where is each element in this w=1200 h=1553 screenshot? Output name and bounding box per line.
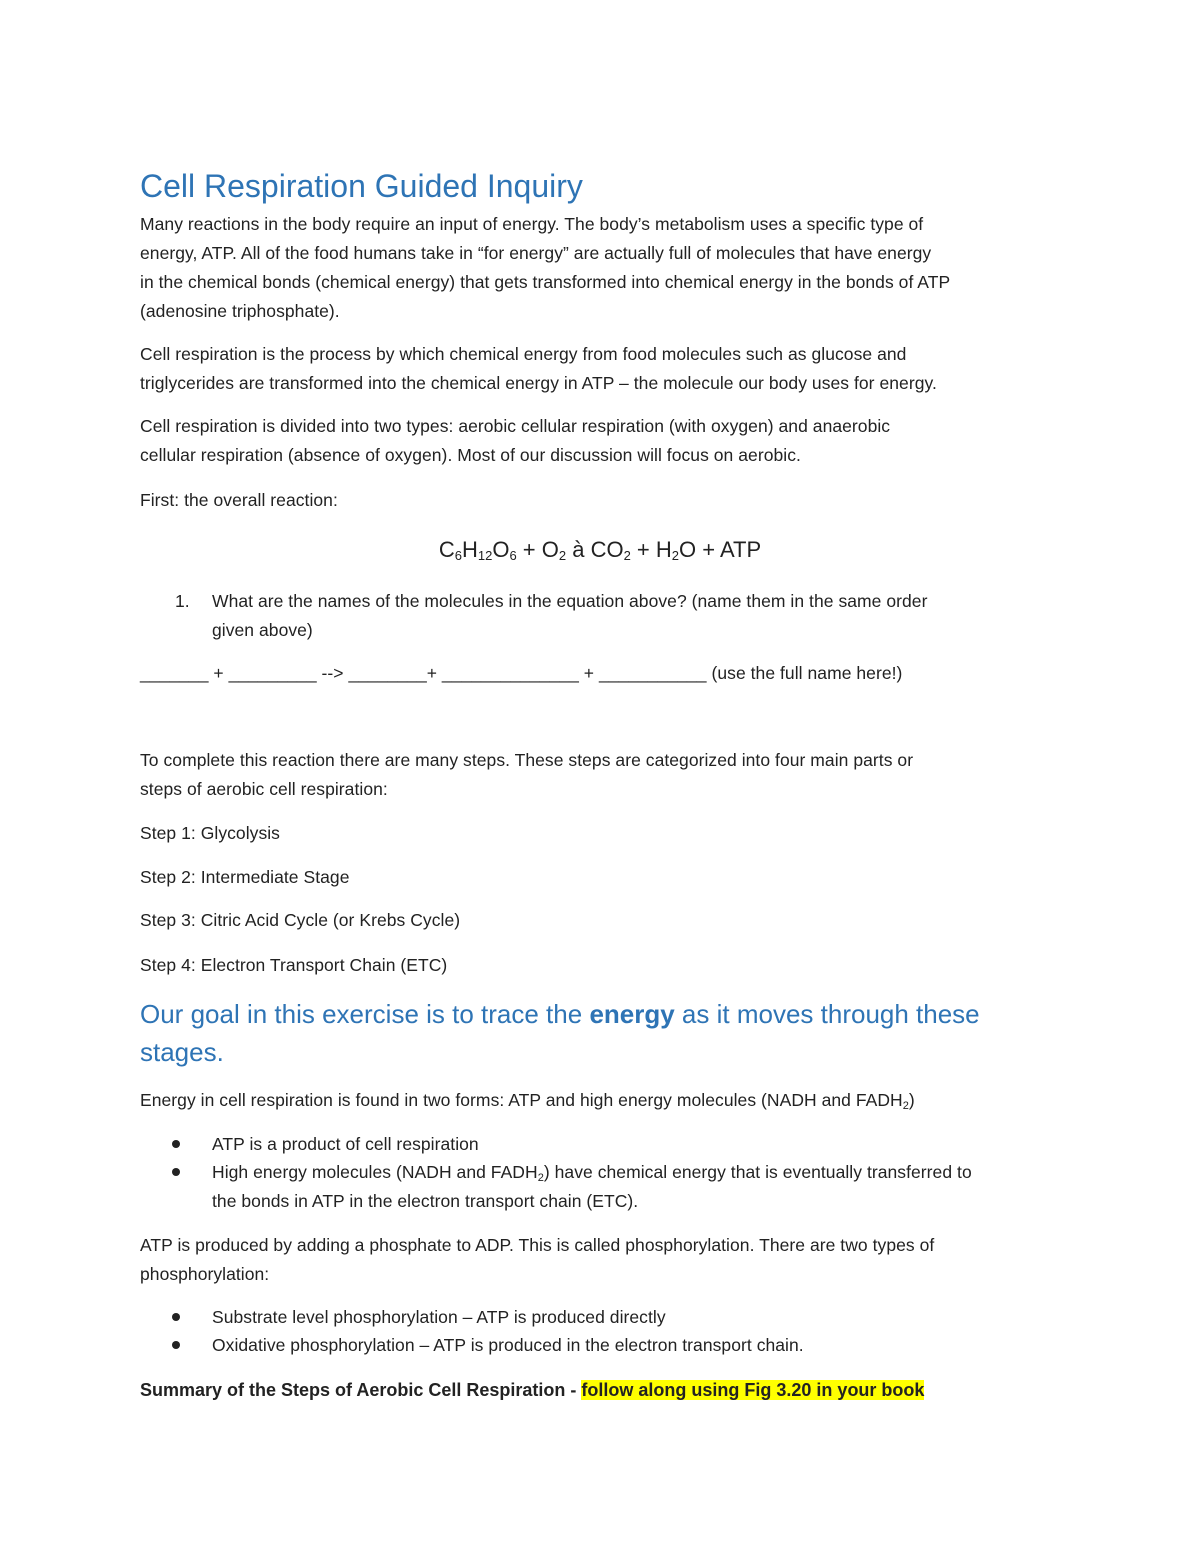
energy-forms: Energy in cell respiration is found in two forms: ATP and high energy molecules (NADH and $FADH_2$) (140, 1090, 915, 1112)
phos-line-1: ATP is produced by adding a phosphate to ADP. This is called phosphorylation. There are two types of (140, 1235, 935, 1255)
intro-line-2: energy, ATP. All of the food humans take in “for energy” are actually full of molecules that have energy (140, 243, 932, 263)
bullet-icon (172, 1168, 180, 1176)
bullet-icon (172, 1140, 180, 1148)
answer-blanks[interactable]: _______ + _________ --> ________+ ______________ + ___________ (use the full name here!) (140, 663, 903, 683)
phos-line-2: phosphorylation: (140, 1264, 270, 1284)
para3-line-1: Cell respiration is divided into two types: aerobic cellular respiration (with oxygen) and anaerobic (140, 416, 891, 436)
reaction-arrow: à (566, 537, 591, 562)
bullet-icon (172, 1341, 180, 1349)
phos-bullet-2: Oxidative phosphorylation – ATP is produced in the electron transport chain. (212, 1335, 804, 1355)
page-title: Cell Respiration Guided Inquiry (140, 168, 583, 204)
question-number: 1. (175, 591, 190, 611)
steps-intro-line-1: To complete this reaction there are many steps. These steps are categorized into four main parts or (140, 750, 914, 770)
para2-line-1: Cell respiration is the process by which chemical energy from food molecules such as glucose and (140, 344, 907, 364)
overall-reaction-label: First: the overall reaction: (140, 490, 338, 510)
energy-bullet-2-line-2: the bonds in ATP in the electron transport chain (ETC). (212, 1191, 639, 1211)
intro-line-3: in the chemical bonds (chemical energy) that gets transformed into chemical energy in the bonds of ATP (140, 272, 951, 292)
step-4: Step 4: Electron Transport Chain (ETC) (140, 955, 448, 975)
step-2: Step 2: Intermediate Stage (140, 867, 350, 887)
intro-line-1: Many reactions in the body require an input of energy. The body’s metabolism uses a specific type of (140, 214, 924, 234)
summary-heading: Summary of the Steps of Aerobic Cell Respiration - follow along using Fig 3.20 in your book (140, 1380, 925, 1400)
steps-intro-line-2: steps of aerobic cell respiration: (140, 779, 388, 799)
para3-line-2: cellular respiration (absence of oxygen). Most of our discussion will focus on aerobic. (140, 445, 801, 465)
step-3: Step 3: Citric Acid Cycle (or Krebs Cycle) (140, 910, 461, 930)
energy-bullet-1: ATP is a product of cell respiration (212, 1134, 479, 1154)
summary-highlight: follow along using Fig 3.20 in your book (581, 1380, 925, 1400)
step-1: Step 1: Glycolysis (140, 823, 280, 843)
energy-bullet-2: High energy molecules (NADH and $FADH_2$) have chemical energy that is eventually transferred to (212, 1162, 972, 1184)
goal-heading-line-2: stages. (140, 1037, 224, 1067)
respiration-equation: $C_6H_{12}O_6 + O_2$ à $CO_2 + H_2O$ + ATP (438, 537, 762, 563)
bullet-icon (172, 1313, 180, 1321)
question-1-line-1: What are the names of the molecules in the equation above? (name them in the same order (212, 591, 928, 611)
para2-line-2: triglycerides are transformed into the chemical energy in ATP – the molecule our body uses for energy. (140, 373, 937, 393)
phos-bullet-1: Substrate level phosphorylation – ATP is produced directly (212, 1307, 666, 1327)
goal-heading-line-1: Our goal in this exercise is to trace the energy as it moves through these (140, 999, 980, 1029)
question-1-line-2: given above) (212, 620, 313, 640)
intro-line-4: (adenosine triphosphate). (140, 301, 340, 321)
